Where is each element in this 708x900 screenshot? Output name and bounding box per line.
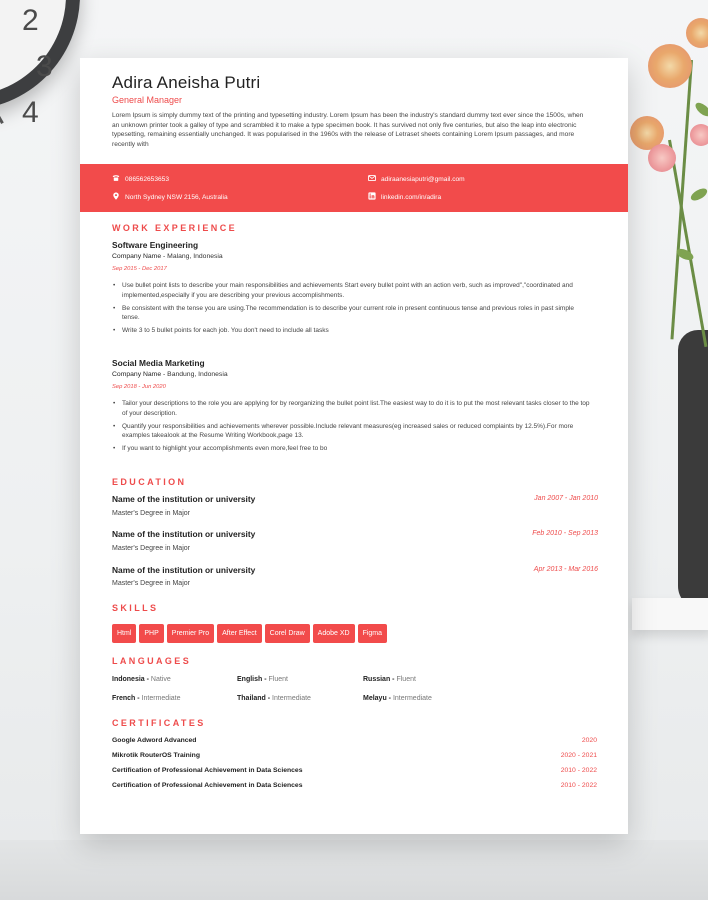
list-item: • Quantify your responsibilities and achievements wherever possible.Include relevant measures(eg increased sales or reduced complaints by 12.5%).For more examples takealook at the Resume Writing Workbook,page 13. [112,422,592,441]
language-name: Indonesia - [112,676,149,683]
company-label: Company Name [112,253,162,260]
list-item: • Tailor your descriptions to the role you are applying for by reorganizing the bullet point list.The easiest way to do it is to put the most relevant tasks closer to the top of your description. [112,399,592,418]
contact-email[interactable] [368,174,465,184]
flower [648,144,676,172]
contact-band [80,164,628,212]
languages-heading: LANGUAGES [112,656,192,666]
candidate-role: General Manager [112,95,183,105]
education-dates: Feb 2010 - Sep 2013 [532,530,598,537]
company-label: Company Name [112,371,162,378]
flower [648,44,692,88]
skill-tag: Corel Draw [265,624,310,643]
job-company: Company Name - Bandung, Indonesia [112,371,228,378]
linkedin-icon [368,192,376,200]
contact-phone [112,174,169,184]
list-item: • If you want to highlight your accomplishments even more,feel free to bo [112,444,592,454]
certificate-year: 2010 - 2022 [560,767,597,774]
language-level: Intermediate [272,695,311,702]
certificate-year: 2020 [581,737,597,744]
language-item [237,676,288,683]
certificate-name: Google Adword Advanced [112,737,197,744]
flower [690,124,708,146]
certificate-name: Certification of Professional Achievement in Data Sciences [112,767,303,774]
language-item [112,676,171,683]
floor [0,840,708,900]
language-level: Intermediate [141,695,181,702]
skill-tag: PHP [139,624,163,643]
list-item: • Be consistent with the tense you are using.The recommendation is to describe your current role in present continuous tense and previous roles in past simple tense. [112,304,592,323]
education-heading: EDUCATION [112,477,187,487]
education-dates: Apr 2013 - Mar 2016 [533,566,598,573]
address-text: North Sydney NSW 2156, Australia [125,194,228,201]
education-institution: Name of the institution or university [112,565,256,575]
contact-linkedin[interactable] [368,192,441,202]
certificate-name: Mikrotik RouterOS Training [112,752,200,759]
language-item [237,695,311,702]
language-name: French - [112,695,140,702]
company-location: Malang, Indonesia [167,253,223,260]
language-name: Melayu - [363,695,392,702]
certificate-year: 2020 - 2021 [560,752,597,759]
work-experience-heading: WORK EXPERIENCE [112,223,238,233]
language-level: Intermediate [392,695,432,702]
clock-number-2: 2 [22,4,39,37]
education-degree: Master's Degree in Major [112,545,190,552]
certificate-name: Certification of Professional Achievement in Data Sciences [112,782,303,789]
education-institution: Name of the institution or university [112,529,256,539]
language-item [363,676,416,683]
skill-tag: Figma [358,624,387,643]
contact-address [112,192,228,202]
list-item: • Use bullet point lists to describe your main responsibilities and achievements Start every bullet point with an action verb, such as improved","coordinated and implemented,especially if you are describing your previous accomplishments. [112,281,592,300]
clock-number-4: 4 [22,96,39,129]
envelope-icon [368,174,376,182]
education-degree: Master's Degree in Major [112,580,190,587]
language-name: Thailand - [237,695,271,702]
job-dates: Sep 2018 - Jun 2020 [112,384,166,390]
education-degree: Master's Degree in Major [112,510,190,517]
job-company: Company Name - Malang, Indonesia [112,253,223,260]
skill-tag: Html [112,624,136,643]
language-level: Fluent [396,676,416,683]
clock-number-3: 3 [36,50,53,83]
job-bullets [112,281,592,339]
language-level: Fluent [268,676,288,683]
skill-tag: After Effect [217,624,262,643]
email-text: adiraanesiaputri@gmail.com [381,176,465,183]
shelf [632,598,708,630]
phone-text: 086562653653 [125,176,170,183]
job-title: Software Engineering [112,240,199,250]
skills-heading: SKILLS [112,603,159,613]
education-institution: Name of the institution or university [112,494,256,504]
language-item [363,695,432,702]
certificates-heading: CERTIFICATES [112,718,206,728]
language-name: Russian - [363,676,395,683]
job-bullets [112,399,592,457]
candidate-name: Adira Aneisha Putri [112,73,261,92]
education-dates: Jan 2007 - Jan 2010 [534,495,598,502]
job-title: Social Media Marketing [112,358,205,368]
skills-list [112,624,387,643]
phone-icon [112,174,120,182]
skill-tag: Premier Pro [167,624,214,643]
location-pin-icon [112,192,120,200]
language-name: English - [237,676,267,683]
flower [686,18,708,48]
company-location: Bandung, Indonesia [167,371,228,378]
job-dates: Sep 2015 - Dec 2017 [112,266,167,272]
skill-tag: Adobe XD [313,624,355,643]
list-item: • Write 3 to 5 bullet points for each job. You don't need to include all tasks [112,326,592,336]
vase [678,330,708,610]
linkedin-text: linkedin.com/in/adira [381,194,442,201]
language-level: Native [150,676,171,683]
profile-summary: Lorem Ipsum is simply dummy text of the printing and typesetting industry. Lorem Ipsum has been the industry's standard dummy text ever since the 1500s, when an unknown printer took a galley of type and scrambled it to make a type specimen book. It has survived not only five centuries, but also the leap into electronic typesetting, remaining essentially unchanged. It was popularised in the 1960s with the release of Letraset sheets containing Lorem Ipsum passages, and more recently with [112,112,584,148]
certificate-year: 2010 - 2022 [560,782,597,789]
language-item [112,695,181,702]
resume-page [80,58,628,834]
